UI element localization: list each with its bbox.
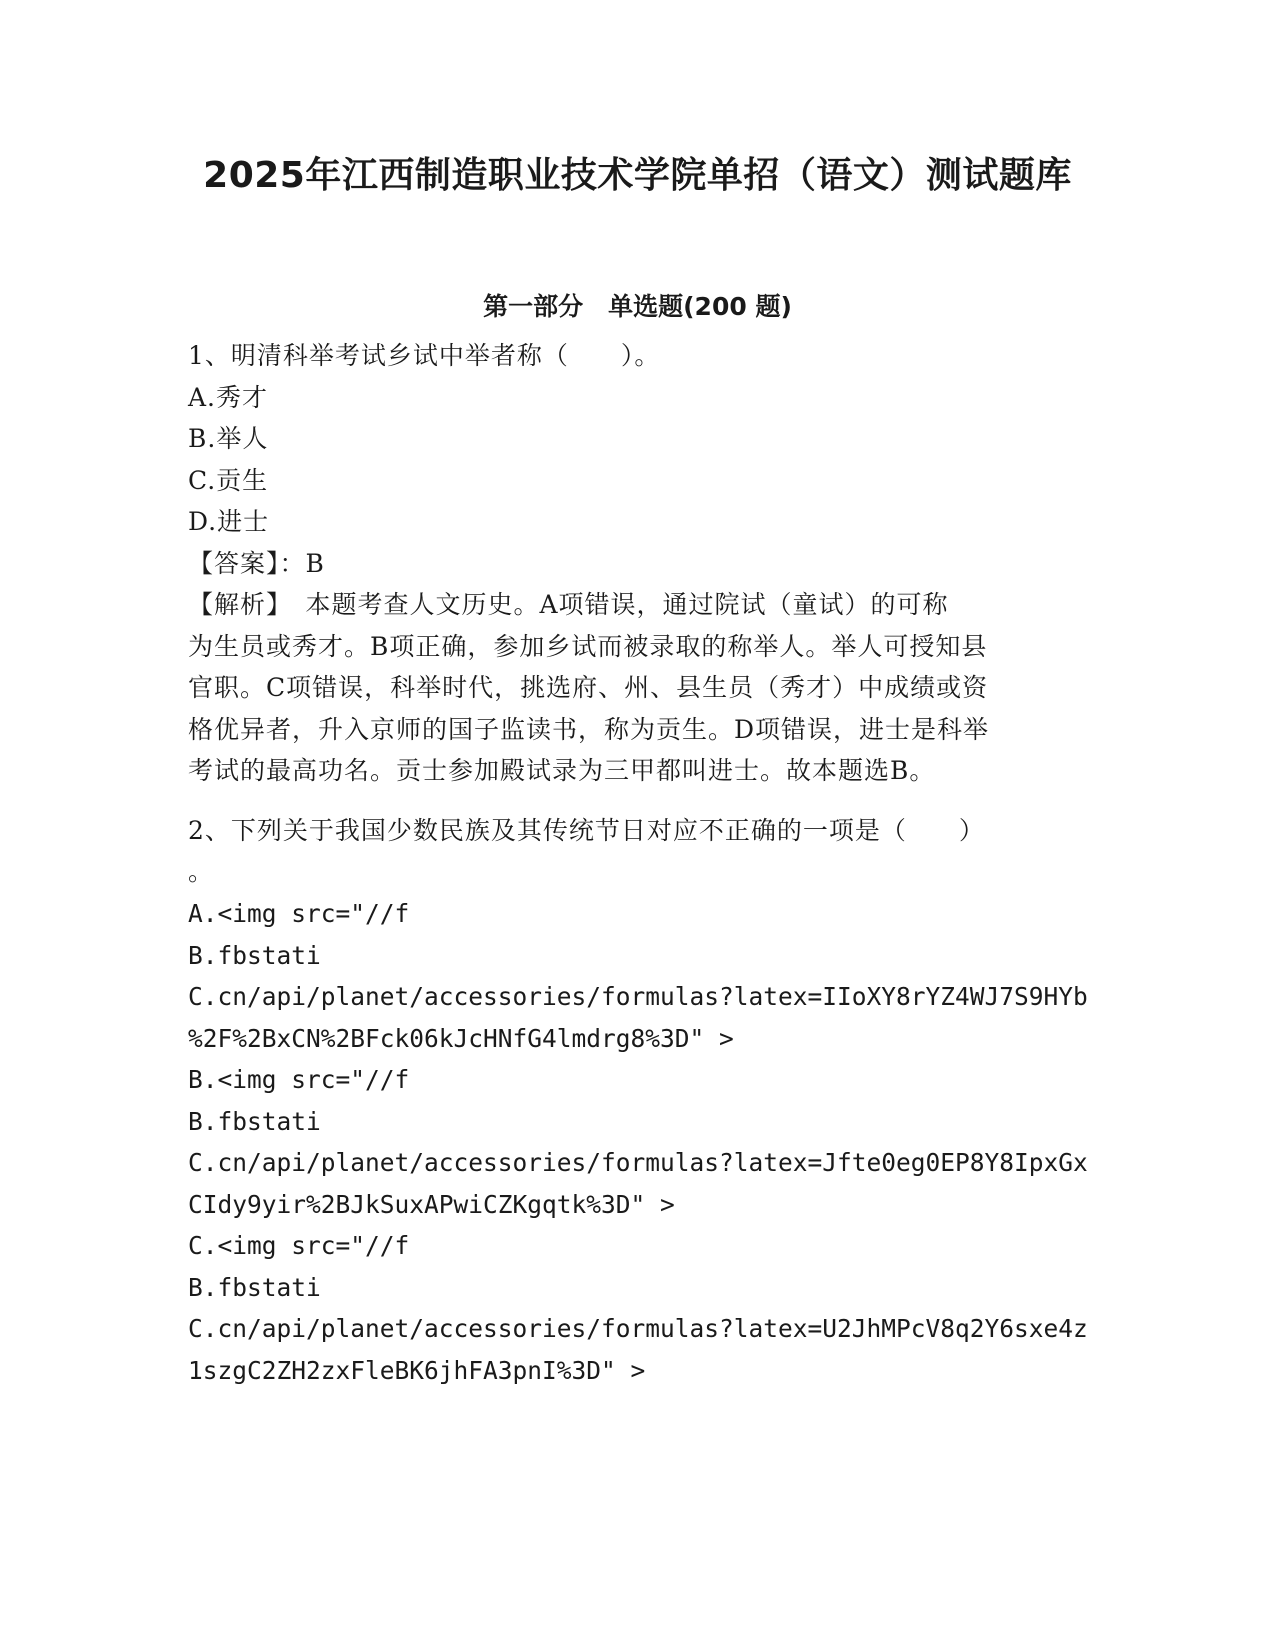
question-2-option-line: C.cn/api/planet/accessories/formulas?latex=IIoXY8rYZ4WJ7S9HYb [188,982,1088,1011]
question-1-answer: 【答案】：B [188,549,325,578]
question-1-option-c: C.贡生 [188,466,269,495]
question-2-stem-continuation: 。 [188,857,215,886]
question-1-analysis-line: 考试的最高功名。贡士参加殿试录为三甲都叫进士。故本题选B。 [188,756,936,785]
question-2-option-line: B.<img src="//f [188,1065,410,1094]
question-1-analysis-line: 官职。C项错误，科举时代，挑选府、州、县生员（秀才）中成绩或资 [188,673,989,702]
document-title: 2025年江西制造职业技术学院单招（语文）测试题库 [203,155,1072,196]
question-2-option-line: B.fbstati [188,941,321,970]
question-1-option-a: A.秀才 [188,383,269,412]
question-2-option-line: C.cn/api/planet/accessories/formulas?latex=U2JhMPcV8q2Y6sxe4z [188,1314,1088,1343]
question-2-option-line: B.fbstati [188,1107,321,1136]
question-1-stem: 1、明清科举考试乡试中举者称（ ）。 [188,341,661,370]
question-1-option-b: B.举人 [188,424,269,453]
question-2-option-line: C.<img src="//f [188,1231,410,1260]
question-2-option-line: C.cn/api/planet/accessories/formulas?latex=Jfte0eg0EP8Y8IpxGx [188,1148,1088,1177]
section-heading: 第一部分 单选题(200 题) [483,292,792,321]
question-2-option-line: CIdy9yir%2BJkSuxAPwiCZKgqtk%3D" > [188,1190,675,1219]
question-1-analysis-line: 【解析】 本题考查人文历史。A项错误，通过院试（童试）的可称 [188,590,949,619]
question-1-option-d: D.进士 [188,507,270,536]
question-2-option-line: A.<img src="//f [188,899,410,928]
question-2-option-line: 1szgC2ZH2zxFleBK6jhFA3pnI%3D" > [188,1356,646,1385]
question-2-option-line: B.fbstati [188,1273,321,1302]
question-1-analysis-line: 格优异者，升入京师的国子监读书，称为贡生。D项错误，进士是科举 [188,715,990,744]
question-2-stem: 2、下列关于我国少数民族及其传统节日对应不正确的一项是（ ） [188,816,985,845]
question-1-analysis-line: 为生员或秀才。B项正确，参加乡试而被录取的称举人。举人可授知县 [188,632,988,661]
question-2-option-line: %2F%2BxCN%2BFck06kJcHNfG4lmdrg8%3D" > [188,1024,734,1053]
